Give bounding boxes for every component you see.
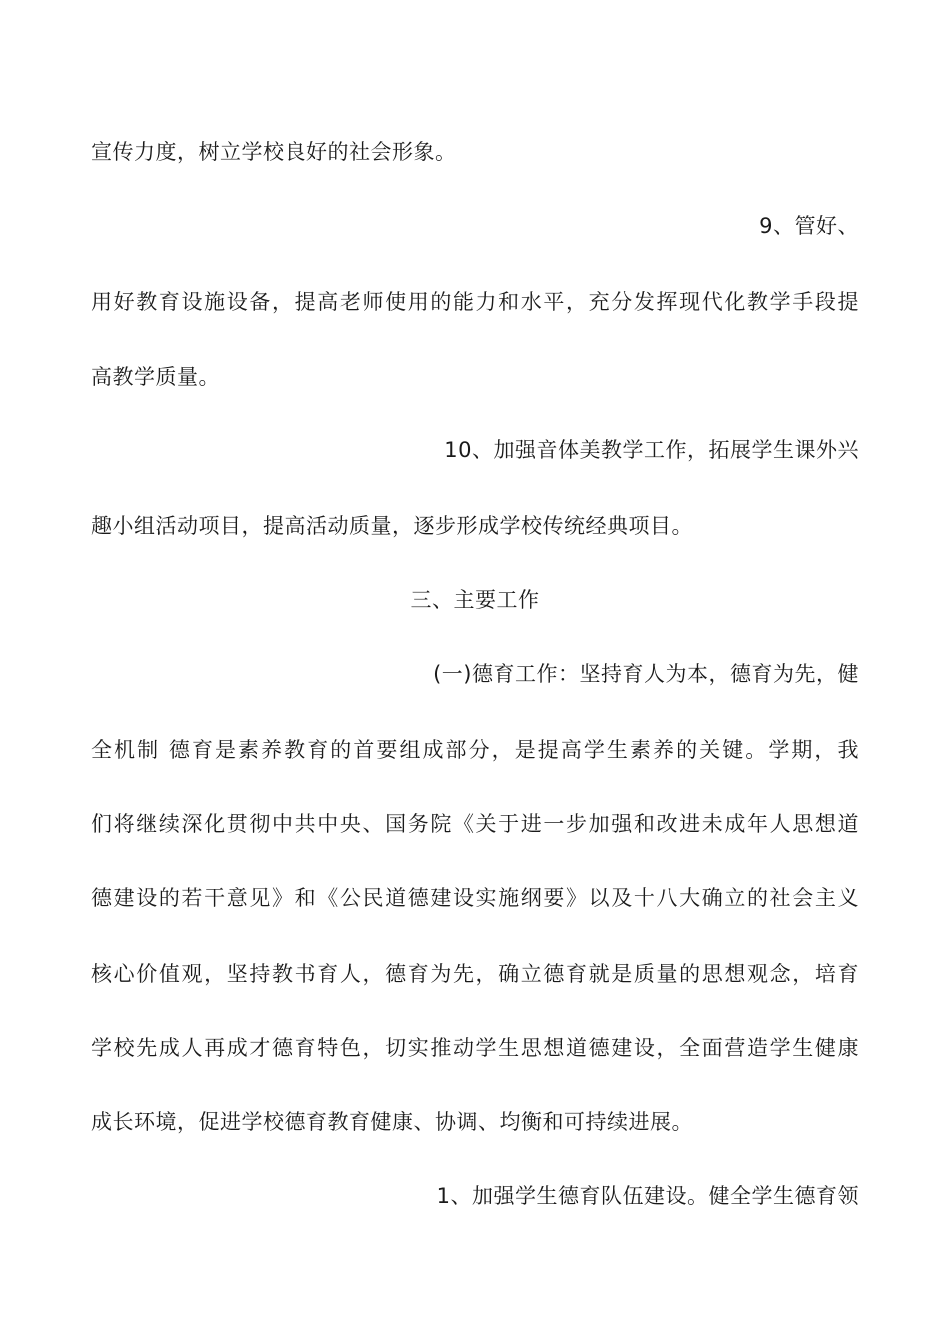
- paragraph-line: 学校先成人再成才德育特色，切实推动学生思想道德建设，全面营造学生健康: [91, 1036, 859, 1060]
- paragraph-line: 成长环境，促进学校德育教育健康、协调、均衡和可持续进展。: [91, 1110, 693, 1134]
- paragraph-line: 10、加强音体美教学工作，拓展学生课外兴: [444, 438, 859, 462]
- subsection-heading: (一)德育工作：坚持育人为本，德育为先，健: [433, 662, 859, 686]
- paragraph-line: 全机制 德育是素养教育的首要组成部分，是提高学生素养的关键。学期，我: [91, 738, 859, 762]
- paragraph-line: 用好教育设施设备，提高老师使用的能力和水平，充分发挥现代化教学手段提: [91, 290, 859, 314]
- paragraph-line: 核心价值观，坚持教书育人，德育为先，确立德育就是质量的思想观念，培育: [91, 962, 859, 986]
- paragraph-line: 高教学质量。: [91, 365, 220, 389]
- paragraph-line: 宣传力度，树立学校良好的社会形象。: [91, 140, 457, 164]
- paragraph-line: 德建设的若干意见》和《公民道德建设实施纲要》以及十八大确立的社会主义: [91, 886, 859, 910]
- paragraph-line: 趣小组活动项目，提高活动质量，逐步形成学校传统经典项目。: [91, 514, 693, 538]
- section-heading: 三、主要工作: [410, 588, 540, 612]
- paragraph-line: 9、管好、: [759, 214, 859, 238]
- paragraph-line: 1、加强学生德育队伍建设。健全学生德育领: [436, 1184, 859, 1208]
- paragraph-line: 们将继续深化贯彻中共中央、国务院《关于进一步加强和改进未成年人思想道: [91, 812, 859, 836]
